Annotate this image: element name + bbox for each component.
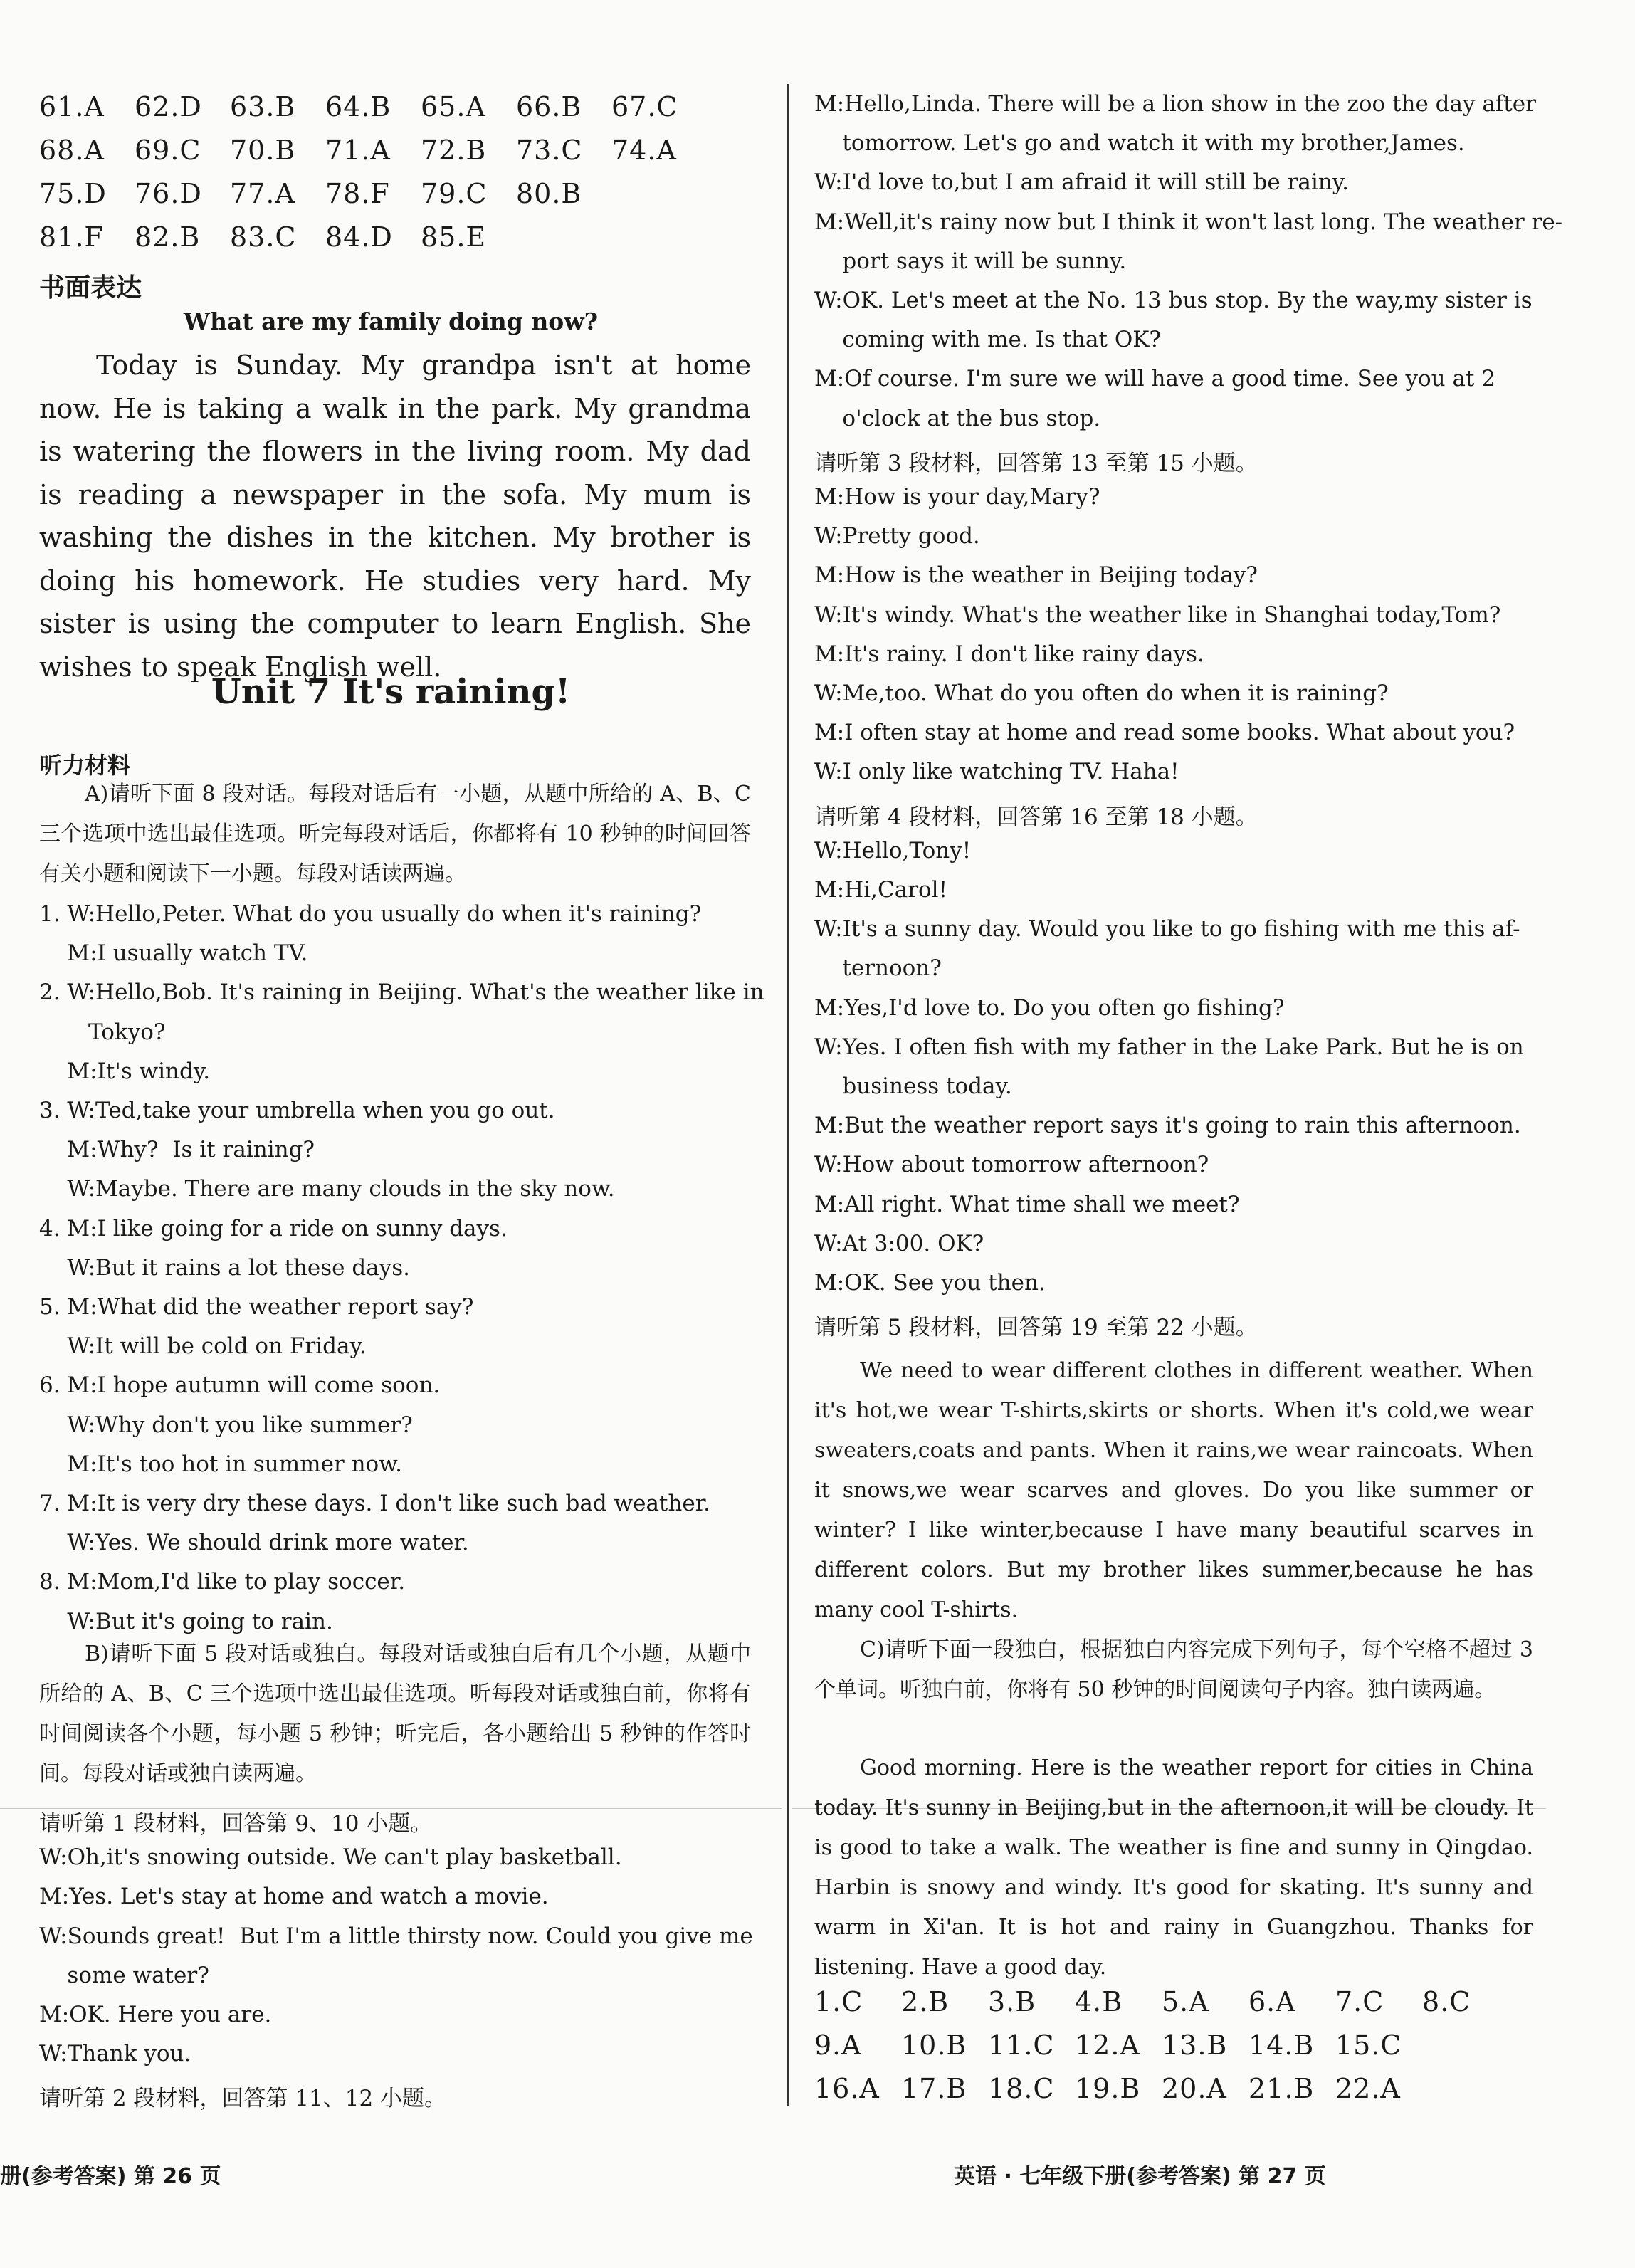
answer-item: 6.A: [1248, 1986, 1296, 2017]
text-line: Tokyo?: [39, 1019, 166, 1045]
text-line: 1. W:Hello,Peter. What do you usually do when it's raining?: [39, 901, 702, 927]
text-line: W:Yes. We should drink more water.: [39, 1530, 469, 1556]
text-line: 6. M:I hope autumn will come soon.: [39, 1372, 441, 1399]
text-line: M:Why? Is it raining?: [39, 1137, 315, 1163]
text-line: M:How is your day,Mary?: [814, 484, 1100, 510]
answer-item: 81.F: [39, 221, 104, 253]
answer-item: 12.A: [1075, 2030, 1140, 2061]
text-line: W:Me,too. What do you often do when it is raining?: [814, 681, 1389, 706]
text-line: M:Yes. Let's stay at home and watch a movie.: [39, 1884, 549, 1910]
answer-item: 76.D: [135, 178, 202, 209]
text-line: 8. M:Mom,I'd like to play soccer.: [39, 1569, 406, 1595]
text-line: o'clock at the bus stop.: [814, 405, 1101, 431]
answer-item: 16.A: [814, 2073, 880, 2104]
answer-item: 82.B: [135, 221, 201, 253]
essay-body: Today is Sunday. My grandpa isn't at home now. He is taking a walk in the park. My grandma is watering the flowers in the living room. My dad is reading a newspaper in the sofa. My mum is washing the dishes in the kitchen. My brother is doing his homework. He studies very hard. My sister is using the computer to learn English. She wishes to speak English well.: [39, 350, 751, 683]
text-line: M:Hi,Carol!: [814, 877, 948, 903]
text-line: M:OK. See you then.: [814, 1270, 1046, 1296]
text-line: M:It's too hot in summer now.: [39, 1451, 402, 1477]
text-line: 请听第 2 段材料，回答第 11、12 小题。: [39, 2086, 447, 2112]
answer-item: 2.B: [901, 1986, 950, 2017]
answer-item: 68.A: [39, 135, 105, 166]
answer-item: 71.A: [325, 135, 391, 166]
answer-item: 72.B: [421, 135, 487, 166]
text-line: tomorrow. Let's go and watch it with my brother,James.: [814, 130, 1465, 157]
text-line: 请听第 4 段材料，回答第 16 至第 18 小题。: [814, 804, 1258, 830]
answer-item: 17.B: [901, 2073, 967, 2104]
answer-item: 73.C: [516, 135, 583, 166]
answer-item: 74.A: [611, 135, 677, 166]
answer-item: 8.C: [1422, 1986, 1471, 2017]
text-line: 请听第 3 段材料，回答第 13 至第 15 小题。: [814, 450, 1258, 476]
text-line: W:Thank you.: [39, 2041, 191, 2067]
answer-item: 7.C: [1335, 1986, 1384, 2017]
answer-row: [39, 178, 611, 209]
text-line: ternoon?: [814, 955, 942, 982]
text-line: M:I often stay at home and read some books. What about you?: [814, 720, 1515, 746]
text-line: 5. M:What did the weather report say?: [39, 1294, 474, 1320]
answer-item: 83.C: [230, 221, 297, 253]
text-line: M:How is the weather in Beijing today?: [814, 562, 1258, 589]
text-line: M:Yes,I'd love to. Do you often go fishing?: [814, 994, 1285, 1021]
answer-item: 14.B: [1248, 2030, 1315, 2061]
answer-item: 3.B: [988, 1986, 1036, 2017]
text-line: W:Sounds great! But I'm a little thirsty now. Could you give me: [39, 1923, 753, 1949]
answer-row: [39, 135, 707, 166]
part-b-instructions: B)请听下面 5 段对话或独白。每段对话或独白后有几个小题，从题中所给的 A、B、C 三个选项中选出最佳选项。听每段对话或独白前，你将有时间阅读各个小题，每小题 5 秒钟；听完后，各小题给出 5 秒钟的作答时间。每段对话或独白读两遍。: [39, 1642, 751, 1786]
answer-item: 75.D: [39, 178, 107, 209]
text-line: 3. W:Ted,take your umbrella when you go out.: [39, 1098, 555, 1123]
part-a-instructions: A)请听下面 8 段对话。每段对话后有一小题，从题中所给的 A、B、C 三个选项中选出最佳选项。听完每段对话后，你都将有 10 秒钟的时间回答有关小题和阅读下一小题。每段对话读两遍。: [39, 782, 751, 886]
answer-item: 10.B: [901, 2030, 967, 2061]
text-line: W:It's windy. What's the weather like in Shanghai today,Tom?: [814, 602, 1501, 628]
answer-item: 85.E: [421, 221, 487, 253]
column-divider: [787, 84, 789, 2106]
answer-item: 69.C: [135, 135, 201, 166]
text-line: W:At 3:00. OK?: [814, 1230, 984, 1256]
text-line: W:Why don't you like summer?: [39, 1412, 413, 1438]
unit-title: Unit 7 It's raining!: [211, 672, 571, 712]
text-line: M:Hello,Linda. There will be a lion show in the zoo the day after: [814, 91, 1536, 117]
answer-row: [39, 91, 707, 122]
answer-item: 21.B: [1248, 2073, 1315, 2104]
answer-item: 70.B: [230, 135, 296, 166]
text-line: 请听第 1 段材料，回答第 9、10 小题。: [39, 1811, 433, 1837]
answer-item: 78.F: [325, 178, 390, 209]
monologue-5: We need to wear different clothes in different weather. When it's hot,we wear T-shirts,skirts or shorts. When it's cold,we wear sweaters,coats and pants. When it rains,we wear raincoats. When it snows,we wear scarves and gloves. Do you like summer or winter? I like winter,because I have many beautiful scarves in different colors. But my brother likes summer,because he has many cool T-shirts.: [814, 1358, 1533, 1622]
text-line: some water?: [39, 1962, 209, 1988]
text-line: M:All right. What time shall we meet?: [814, 1191, 1240, 1217]
text-line: 2. W:Hello,Bob. It's raining in Beijing. What's the weather like in: [39, 980, 764, 1006]
answer-item: 20.A: [1162, 2073, 1227, 2104]
text-line: M:Well,it's rainy now but I think it won't last long. The weather re-: [814, 209, 1563, 235]
answer-item: 13.B: [1162, 2030, 1228, 2061]
text-line: 7. M:It is very dry these days. I don't like such bad weather.: [39, 1491, 710, 1516]
answer-item: 84.D: [325, 221, 393, 253]
text-line: W:Hello,Tony!: [814, 837, 972, 863]
text-line: coming with me. Is that OK?: [814, 327, 1162, 353]
answer-item: 67.C: [611, 91, 678, 122]
text-line: port says it will be sunny.: [814, 248, 1127, 274]
text-line: M:It's windy.: [39, 1058, 211, 1084]
answer-item: 64.B: [325, 91, 391, 122]
answer-item: 61.A: [39, 91, 105, 122]
answer-item: 19.B: [1075, 2073, 1141, 2104]
text-line: business today.: [814, 1073, 1012, 1099]
part-c-monologue: Good morning. Here is the weather report for cities in China today. It's sunny in Beijing,but in the afternoon,it will be cloudy. It is good to take a walk. The weather is fine and sunny in Qingdao. Harbin is snowy and windy. It's good for skating. It's sunny and warm in Xi'an. It is hot and rainy in Guangzhou. Thanks for listening. Have a good day.: [814, 1755, 1533, 1980]
answer-row: [39, 221, 516, 253]
answer-item: 18.C: [988, 2073, 1055, 2104]
text-line: W:Pretty good.: [814, 523, 980, 550]
text-line: W:Oh,it's snowing outside. We can't play basketball.: [39, 1844, 622, 1871]
text-line: W:Maybe. There are many clouds in the sky now.: [39, 1176, 615, 1202]
text-line: W:I'd love to,but I am afraid it will still be rainy.: [814, 169, 1349, 196]
answer-row: [814, 2030, 1422, 2061]
answer-item: 1.C: [814, 1986, 863, 2017]
answer-item: 9.A: [814, 2030, 862, 2061]
text-line: W:I only like watching TV. Haha!: [814, 759, 1179, 785]
answer-item: 11.C: [988, 2030, 1055, 2061]
text-line: W:But it's going to rain.: [39, 1608, 333, 1634]
text-line: W:OK. Let's meet at the No. 13 bus stop. By the way,my sister is: [814, 288, 1533, 313]
writing-section-title: 书面表达: [39, 273, 142, 303]
answer-item: 62.D: [135, 91, 202, 122]
listening-section-title: 听力材料: [39, 752, 131, 779]
answer-row: [814, 2073, 1422, 2104]
left-page-footer: 册(参考答案) 第 26 页: [0, 2164, 221, 2189]
answer-item: 65.A: [421, 91, 486, 122]
text-line: W:How about tomorrow afternoon?: [814, 1152, 1209, 1178]
answer-item: 4.B: [1075, 1986, 1123, 2017]
answer-item: 5.A: [1162, 1986, 1209, 2017]
text-line: 请听第 5 段材料，回答第 19 至第 22 小题。: [814, 1315, 1258, 1341]
text-line: W:Yes. I often fish with my father in the Lake Park. But he is on: [814, 1034, 1524, 1060]
text-line: 4. M:I like going for a ride on sunny days.: [39, 1215, 508, 1241]
answer-item: 22.A: [1335, 2073, 1401, 2104]
answer-item: 80.B: [516, 178, 582, 209]
text-line: W:It's a sunny day. Would you like to go fishing with me this af-: [814, 916, 1520, 943]
answer-item: 15.C: [1335, 2030, 1402, 2061]
essay-title: What are my family doing now?: [183, 308, 599, 335]
text-line: M:I usually watch TV.: [39, 940, 308, 967]
text-line: M:It's rainy. I don't like rainy days.: [814, 641, 1204, 667]
answer-item: 66.B: [516, 91, 582, 122]
part-c-instructions: C)请听下面一段独白，根据独白内容完成下列句子，每个空格不超过 3 个单词。听独白前，你将有 50 秒钟的时间阅读句子内容。独白读两遍。: [814, 1637, 1533, 1702]
answer-item: 79.C: [421, 178, 488, 209]
right-page-footer: 英语 · 七年级下册(参考答案) 第 27 页: [954, 2164, 1326, 2189]
answer-row: [814, 1986, 1509, 2017]
text-line: M:Of course. I'm sure we will have a good time. See you at 2: [814, 366, 1495, 392]
answer-item: 63.B: [230, 91, 296, 122]
text-line: M:OK. Here you are.: [39, 2002, 272, 2027]
text-line: W:It will be cold on Friday.: [39, 1333, 367, 1360]
answer-item: 77.A: [230, 178, 295, 209]
text-line: M:But the weather report says it's going to rain this afternoon.: [814, 1113, 1521, 1139]
text-line: W:But it rains a lot these days.: [39, 1254, 410, 1281]
